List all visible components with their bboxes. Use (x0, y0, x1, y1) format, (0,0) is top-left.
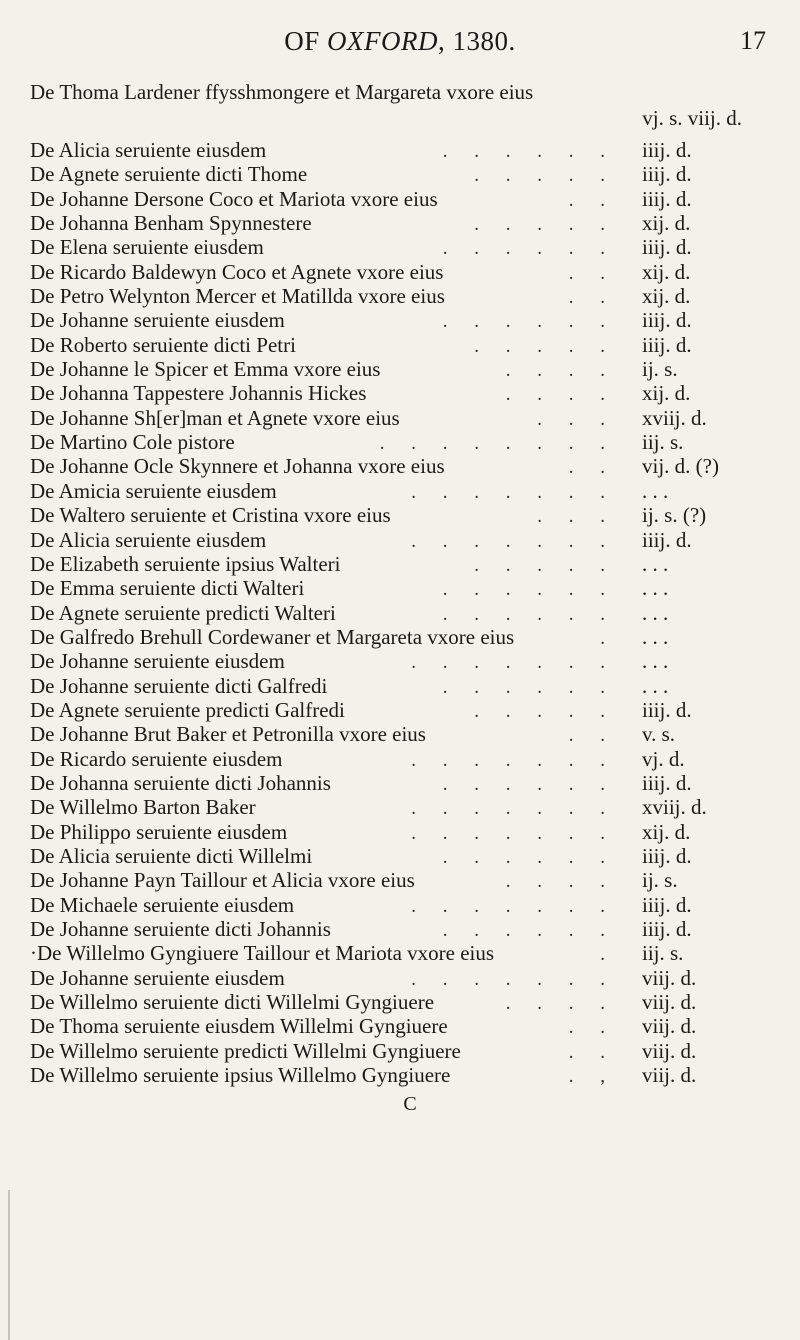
entry-name: De Agnete seruiente predicti Walteri (30, 600, 336, 625)
leader-dots: . . . . (505, 993, 616, 1015)
entry-row (30, 1014, 770, 1038)
leader-dots: . . . . . . . (411, 822, 616, 844)
entry-amount: vj. d. (642, 746, 685, 771)
entry-amount: . . . (642, 478, 669, 503)
entry-row (30, 601, 770, 625)
entry-name: De Thoma Lardener ffysshmongere et Margareta vxore eius (30, 80, 534, 104)
leader-dots: . (600, 627, 616, 649)
entry-amount: xij. d. (642, 819, 691, 844)
entry-name: De Galfredo Brehull Cordewaner et Margareta vxore eius (30, 624, 515, 649)
entry-row (30, 820, 770, 844)
entry-row (30, 406, 770, 430)
leader-dots: . . . . . . (442, 311, 616, 333)
leader-dots: . . . . . . (442, 676, 616, 698)
entry-name: De Emma seruiente dicti Walteri (30, 576, 305, 601)
leader-dots: . . . . . . (442, 141, 616, 162)
entry-name: De Johanne le Spicer et Emma vxore eius (30, 357, 381, 382)
leader-dots: . . . . . . . (411, 895, 616, 917)
entry-amount: viij. d. (642, 965, 697, 990)
entry-name: De Alicia seruiente eiusdem (30, 527, 267, 552)
entry-name: De Petro Welynton Mercer et Matillda vxore eius (30, 284, 445, 309)
entry-row (30, 674, 770, 698)
entry-name: De Ricardo Baldewyn Coco et Agnete vxore eius (30, 259, 444, 284)
entry-row (30, 795, 770, 819)
entry-amount: iiij. d. (642, 186, 692, 211)
entry-amount: xij. d. (642, 211, 691, 236)
entry-amount: iiij. d. (642, 892, 692, 917)
leader-dots: . . . . . (474, 214, 616, 236)
leader-dots: . . (568, 725, 616, 747)
entry-rows (30, 138, 770, 1087)
entry-amount: iiij. d. (642, 162, 692, 187)
leader-dots: . . . (537, 506, 616, 528)
leader-dots: . . . . . . (442, 603, 616, 625)
leader-dots: . . (568, 1041, 616, 1063)
entry-name: De Johanna Benham Spynnestere (30, 211, 312, 236)
entry-row (30, 138, 770, 162)
entry-row (30, 162, 770, 186)
entry-amount: iiij. d. (642, 332, 692, 357)
entry-name: De Johanne seruiente eiusdem (30, 308, 285, 333)
entry-name: De Waltero seruiente et Cristina vxore eius (30, 503, 391, 528)
entry-row (30, 966, 770, 990)
leader-dots: . (600, 944, 616, 966)
entry-row (30, 771, 770, 795)
leader-dots: . . . . . . . (411, 530, 616, 552)
entry-row (30, 235, 770, 259)
leader-dots: . . (568, 1017, 616, 1039)
entry-name: De Roberto seruiente dicti Petri (30, 332, 296, 357)
entry-amount: iiij. d. (642, 308, 692, 333)
entry-row (30, 698, 770, 722)
entry-amount: ij. s. (642, 868, 678, 893)
entry-row (30, 333, 770, 357)
entry-name: De Johanne seruiente dicti Galfredi (30, 673, 328, 698)
entry-name: De Johanne Dersone Coco et Mariota vxore eius (30, 186, 438, 211)
leader-dots: . . . . . . . (411, 652, 616, 674)
entry-amount: xviij. d. (642, 405, 707, 430)
entry-row (30, 503, 770, 527)
leader-dots: . . . . . (474, 165, 616, 187)
entry-amount: iiij. d. (642, 697, 692, 722)
entry-name: De Johanna seruiente dicti Johannis (30, 770, 331, 795)
signature-mark: C (403, 1093, 417, 1116)
leader-dots: . . (568, 189, 616, 211)
leader-dots: . . . . . . . . (379, 433, 616, 455)
entry-row (30, 868, 770, 892)
leader-dots: . . . . . (474, 554, 616, 576)
leader-dots: . . . . (505, 360, 616, 382)
entry-amount: . . . (642, 551, 669, 576)
entry-amount: iij. s. (642, 941, 684, 966)
entry-row (30, 844, 770, 868)
entry-row (30, 479, 770, 503)
entry-name: De Johanne seruiente dicti Johannis (30, 917, 331, 941)
leader-dots: . . (568, 287, 616, 309)
entry-name: De Elizabeth seruiente ipsius Walteri (30, 551, 341, 576)
entry-amount: v. s. (642, 722, 676, 747)
leader-dots: . . (568, 262, 616, 284)
leader-dots: . . . . . . . (411, 968, 616, 990)
entry-row (30, 260, 770, 284)
leader-dots: . . . . (505, 871, 616, 893)
entry-amount: iiij. d. (642, 527, 692, 552)
running-title-place: OXFORD (327, 26, 438, 56)
leader-dots: . . . . . . (442, 773, 616, 795)
page-edge-line (8, 1190, 10, 1340)
entry-name: De Agnete seruiente predicti Galfredi (30, 697, 345, 722)
page-header (0, 26, 800, 66)
entry-name: De Willelmo seruiente ipsius Willelmo Gyngiuere (30, 1063, 451, 1088)
entry-name: De Alicia seruiente eiusdem (30, 138, 267, 162)
entry-row (30, 308, 770, 332)
entry-amount: viij. d. (642, 1063, 697, 1088)
entry-amount: viij. d. (642, 990, 697, 1015)
entry-amount: iiij. d. (642, 917, 692, 941)
entry-name: De Amicia seruiente eiusdem (30, 478, 277, 503)
entry-amount: iij. s. (642, 430, 684, 455)
entry-row (30, 893, 770, 917)
entry-name: De Johanne seruiente eiusdem (30, 649, 285, 674)
entry-row (30, 625, 770, 649)
entry-row (30, 284, 770, 308)
entry-name: De Alicia seruiente dicti Willelmi (30, 843, 313, 868)
entry-amount: vij. d. (?) (642, 454, 719, 479)
entry-amount: . . . (642, 576, 669, 601)
entry-name: De Elena seruiente eiusdem (30, 235, 264, 260)
entry-name: De Agnete seruiente dicti Thome (30, 162, 308, 187)
entry-amount: xviij. d. (642, 795, 707, 820)
entry-amount: viij. d. (642, 1038, 697, 1063)
entry-row (30, 1063, 770, 1087)
entry-name: De Willelmo seruiente dicti Willelmi Gyngiuere (30, 990, 435, 1015)
entry-row (30, 990, 770, 1014)
entry-name: De Johanne Sh[er]man et Agnete vxore eius (30, 405, 400, 430)
entry-amount: ij. s. (642, 357, 678, 382)
entry-amount: . . . (642, 649, 669, 674)
leader-dots: . . . . . . (442, 846, 616, 868)
entry-name: De Ricardo seruiente eiusdem (30, 746, 283, 771)
entry-row (30, 357, 770, 381)
entry-amount: . . . (642, 673, 669, 698)
leader-dots: . . . . (505, 384, 616, 406)
entry-amount: . . . (642, 600, 669, 625)
entry-row (30, 381, 770, 405)
entry-row (30, 941, 770, 965)
entry-name: De Johanne seruiente eiusdem (30, 965, 285, 990)
entry-row (30, 187, 770, 211)
entry-name: De Johanne Ocle Skynnere et Johanna vxore eius (30, 454, 445, 479)
leader-dots: . . . . . . . (411, 481, 616, 503)
leader-dots: . . (568, 457, 616, 479)
leader-dots: . , (568, 1066, 616, 1088)
entry-row (30, 1039, 770, 1063)
entry-name: De Willelmo Barton Baker (30, 795, 256, 820)
entry-amount: iiij. d. (642, 843, 692, 868)
entry-amount: iiij. d. (642, 770, 692, 795)
leader-dots: . . . . . . . (411, 798, 616, 820)
leader-dots: . . . (537, 408, 616, 430)
entry-amount: xij. d. (642, 284, 691, 309)
leader-dots: . . . . . . . (411, 749, 616, 771)
poll-tax-list (30, 78, 770, 1116)
entry-row (30, 747, 770, 771)
entry-amount: xij. d. (642, 381, 691, 406)
entry-amount: viij. d. (642, 1014, 697, 1039)
entry-row (30, 430, 770, 454)
entry-name: De Willelmo seruiente predicti Willelmi Gyngiuere (30, 1038, 461, 1063)
entry-amount: vj. s. viij. d. (642, 106, 742, 130)
entry-name: De Johanne Payn Taillour et Alicia vxore eius (30, 868, 415, 893)
entry-amount: . . . (642, 624, 669, 649)
entry-name: De Michaele seruiente eiusdem (30, 892, 295, 917)
entry-row (30, 576, 770, 600)
entry-row (30, 552, 770, 576)
entry-amount: iiij. d. (642, 138, 692, 162)
leader-dots: . . . . . . (442, 579, 616, 601)
entry-name: ·De Willelmo Gyngiuere Taillour et Mariota vxore eius (30, 941, 495, 966)
entry-amount: xij. d. (642, 259, 691, 284)
leader-dots: . . . . . . (442, 920, 616, 941)
entry-row (30, 917, 770, 941)
entry-row (30, 211, 770, 235)
page-number: 17 (740, 26, 766, 55)
entry-amount: iiij. d. (642, 235, 692, 260)
entry-name: De Johanne Brut Baker et Petronilla vxore eius (30, 722, 426, 747)
entry-row (30, 722, 770, 746)
entry-row (30, 454, 770, 478)
entry-amount: ij. s. (?) (642, 503, 707, 528)
running-title: OF OXFORD, 1380. (284, 26, 516, 56)
entry-name: De Martino Cole pistore (30, 430, 235, 455)
leader-dots: . . . . . (474, 335, 616, 357)
entry-name: De Philippo seruiente eiusdem (30, 819, 288, 844)
entry-name: De Thoma seruiente eiusdem Willelmi Gyngiuere (30, 1014, 448, 1039)
leader-dots: . . . . . (474, 700, 616, 722)
leader-dots: . . . . . . (442, 238, 616, 260)
entry-name: De Johanna Tappestere Johannis Hickes (30, 381, 367, 406)
entry-row (30, 649, 770, 673)
entry-row (30, 528, 770, 552)
